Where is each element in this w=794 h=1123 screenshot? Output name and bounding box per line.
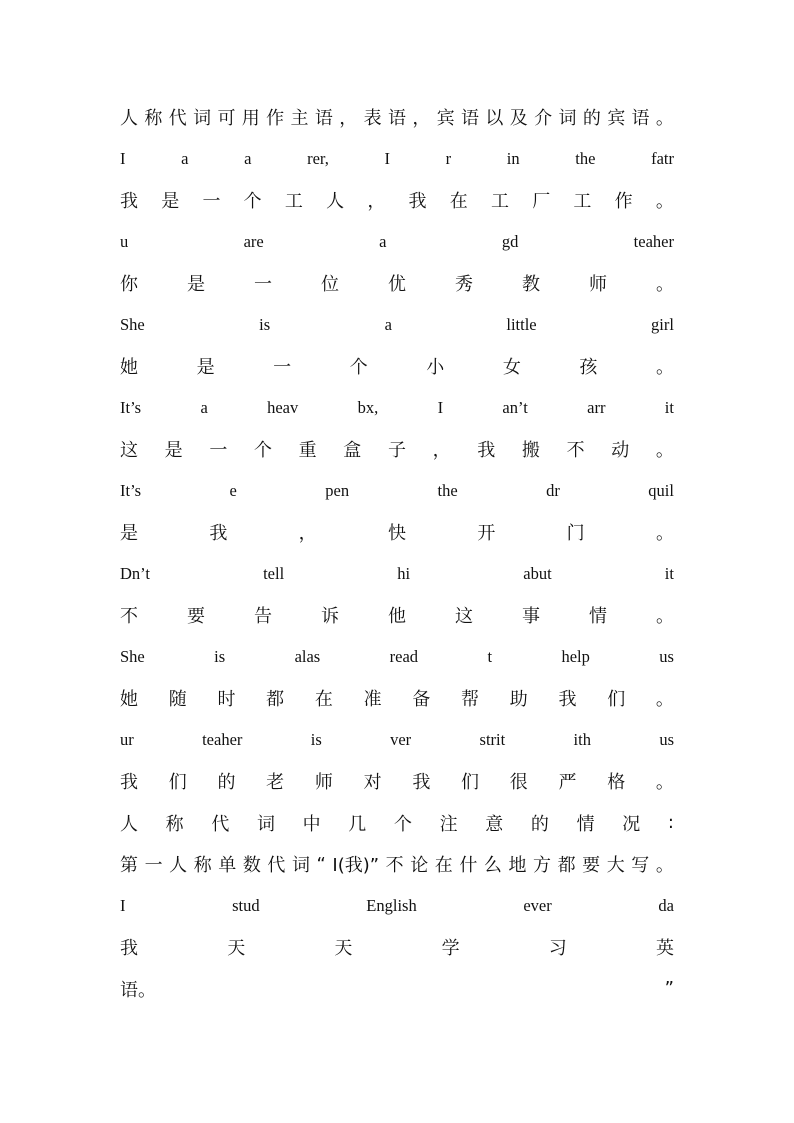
word: it xyxy=(664,397,674,417)
text-line xyxy=(120,768,674,794)
text-line xyxy=(120,229,674,255)
word: 开 xyxy=(477,523,496,544)
word: 主 xyxy=(290,108,309,129)
word: quil xyxy=(648,480,674,500)
word: 。 xyxy=(655,440,674,461)
word: dr xyxy=(546,480,560,500)
word: 门 xyxy=(566,523,585,544)
word: I xyxy=(120,148,126,168)
text-line xyxy=(120,893,674,919)
word: alas xyxy=(294,646,321,666)
word: 地 xyxy=(508,855,527,876)
word: 的 xyxy=(582,108,601,129)
word: a xyxy=(200,397,208,417)
word: 第 xyxy=(120,855,138,876)
word: 个 xyxy=(253,440,272,461)
word: 一 xyxy=(209,440,228,461)
word: 习 xyxy=(548,938,567,959)
word: 不 xyxy=(385,855,404,876)
word: 。 xyxy=(655,357,674,378)
text-line xyxy=(120,146,674,172)
word: 介 xyxy=(534,108,553,129)
word: 对 xyxy=(363,772,382,793)
word: 词 xyxy=(558,108,577,129)
word: I(我)” xyxy=(332,855,380,876)
word: 一 xyxy=(254,274,272,295)
word: 师 xyxy=(314,772,333,793)
word: ， xyxy=(298,523,317,544)
word: 我 xyxy=(412,772,431,793)
word: 人 xyxy=(169,855,188,876)
word: 我 xyxy=(209,523,228,544)
word: in xyxy=(506,148,520,168)
word: 这 xyxy=(455,606,473,627)
word: I xyxy=(120,895,126,915)
word: It’s xyxy=(120,397,142,417)
word: us xyxy=(659,729,674,749)
text-line xyxy=(120,104,674,130)
word: 大 xyxy=(606,855,625,876)
word: 都 xyxy=(557,855,576,876)
word: English xyxy=(366,895,417,915)
word: 用 xyxy=(241,108,260,129)
word: 工 xyxy=(284,191,303,212)
word: 语 xyxy=(314,108,333,129)
word: 中 xyxy=(302,813,321,835)
word: 什 xyxy=(459,855,478,876)
word: gd xyxy=(501,231,519,251)
word: ver xyxy=(390,729,412,749)
word: girl xyxy=(651,314,674,334)
word: 人 xyxy=(326,191,345,212)
word: 。 xyxy=(655,523,674,544)
text-line xyxy=(120,602,674,628)
word: 是 xyxy=(120,523,138,544)
word: 情 xyxy=(576,813,595,835)
text-line xyxy=(120,395,674,421)
text-line xyxy=(120,685,674,711)
word: 女 xyxy=(502,357,521,378)
word: 们 xyxy=(607,689,626,710)
word: 位 xyxy=(321,274,339,295)
word: ， xyxy=(339,108,358,129)
text-line xyxy=(120,727,674,753)
text-line xyxy=(120,810,674,836)
word: heav xyxy=(267,397,299,417)
word: 。 xyxy=(655,855,674,876)
word: 动 xyxy=(611,440,630,461)
word: 代 xyxy=(168,108,187,129)
word: 事 xyxy=(522,606,540,627)
word: 助 xyxy=(509,689,528,710)
word: fatr xyxy=(651,148,674,168)
word: 工 xyxy=(573,191,592,212)
word: 及 xyxy=(509,108,528,129)
word: 语 xyxy=(387,108,406,129)
text-line xyxy=(120,312,674,338)
word: 她 xyxy=(120,357,138,378)
text-line xyxy=(120,976,674,1002)
word: 一 xyxy=(202,191,221,212)
word: 语 xyxy=(631,108,650,129)
word: ” xyxy=(664,978,674,999)
word: 称 xyxy=(193,855,212,876)
text-line xyxy=(120,934,674,960)
word: 盒 xyxy=(343,440,362,461)
word: 。 xyxy=(655,689,674,710)
word: 的 xyxy=(217,772,236,793)
word: 。 xyxy=(655,772,674,793)
word: ith xyxy=(573,729,591,749)
word: ， xyxy=(367,191,386,212)
word: 帮 xyxy=(461,689,480,710)
word: 天 xyxy=(334,938,353,959)
word: 语。 xyxy=(120,979,156,1001)
word: 我 xyxy=(120,191,138,212)
word: 厂 xyxy=(532,191,551,212)
word: 个 xyxy=(349,357,368,378)
word: It’s xyxy=(120,480,142,500)
word: strit xyxy=(479,729,506,749)
word: 一 xyxy=(273,357,292,378)
word: 在 xyxy=(449,191,468,212)
word: a xyxy=(181,148,189,168)
word: 诉 xyxy=(321,606,339,627)
word: rer, xyxy=(307,148,329,168)
text-line xyxy=(120,519,674,545)
word: little xyxy=(506,314,537,334)
word: I xyxy=(437,397,444,417)
word: 的 xyxy=(530,813,549,835)
word: She xyxy=(120,646,145,666)
word: 么 xyxy=(483,855,502,876)
word: She xyxy=(120,314,145,334)
word: 词 xyxy=(256,813,275,835)
word: pen xyxy=(325,480,350,500)
word: 格 xyxy=(607,772,626,793)
word: are xyxy=(243,231,264,251)
word: : xyxy=(667,812,674,833)
word: is xyxy=(310,729,322,749)
word: Dn’t xyxy=(120,563,150,583)
word: 们 xyxy=(461,772,480,793)
word: da xyxy=(658,895,674,915)
word: 称 xyxy=(144,108,163,129)
word: 准 xyxy=(363,689,382,710)
word: 师 xyxy=(589,274,607,295)
word: 老 xyxy=(266,772,285,793)
word: 要 xyxy=(582,855,601,876)
word: 在 xyxy=(314,689,333,710)
word: 工 xyxy=(490,191,509,212)
word: an’t xyxy=(502,397,528,417)
word: a xyxy=(379,231,387,251)
word: 情 xyxy=(589,606,607,627)
word: 都 xyxy=(266,689,285,710)
word: abut xyxy=(523,563,552,583)
word: 作 xyxy=(266,108,285,129)
word: 以 xyxy=(485,108,504,129)
word: teaher xyxy=(633,231,674,251)
word: 子 xyxy=(387,440,406,461)
word: 单 xyxy=(218,855,237,876)
word: is xyxy=(214,646,226,666)
text-line xyxy=(120,270,674,296)
word: 快 xyxy=(387,523,406,544)
text-line xyxy=(120,851,674,877)
word: 论 xyxy=(410,855,429,876)
word: 我 xyxy=(558,689,577,710)
word: 随 xyxy=(168,689,187,710)
word: 是 xyxy=(196,357,215,378)
word: 意 xyxy=(485,813,504,835)
word: 告 xyxy=(254,606,272,627)
word: is xyxy=(259,314,271,334)
word: 。 xyxy=(655,108,674,129)
word: 是 xyxy=(161,191,180,212)
word: 注 xyxy=(439,813,458,835)
word: 代 xyxy=(211,813,230,835)
word: 天 xyxy=(227,938,246,959)
word: arr xyxy=(587,397,606,417)
text-line xyxy=(120,436,674,462)
word: 我 xyxy=(120,772,138,793)
word: I xyxy=(384,148,390,168)
word: 们 xyxy=(168,772,187,793)
word: 称 xyxy=(165,813,184,835)
word: a xyxy=(244,148,252,168)
word: 宾 xyxy=(607,108,626,129)
word: 英 xyxy=(655,938,674,959)
word: 。 xyxy=(656,274,674,295)
word: 我 xyxy=(408,191,427,212)
word: 她 xyxy=(120,689,138,710)
word: 在 xyxy=(434,855,453,876)
word: 不 xyxy=(120,606,138,627)
word: 是 xyxy=(187,274,205,295)
word: it xyxy=(664,563,674,583)
word: 词 xyxy=(291,855,310,876)
word: 写 xyxy=(631,855,650,876)
word: 不 xyxy=(566,440,585,461)
word: 方 xyxy=(533,855,552,876)
word: 我 xyxy=(477,440,496,461)
word: 你 xyxy=(120,274,138,295)
word: 他 xyxy=(388,606,406,627)
word: a xyxy=(384,314,392,334)
word: “ xyxy=(316,853,326,875)
word: r xyxy=(445,148,452,168)
word: 一 xyxy=(144,855,163,876)
word: 秀 xyxy=(455,274,473,295)
word: 孩 xyxy=(579,357,598,378)
word: 语 xyxy=(461,108,480,129)
word: u xyxy=(120,231,129,251)
word: 作 xyxy=(614,191,633,212)
word: 这 xyxy=(120,440,138,461)
word: 严 xyxy=(558,772,577,793)
word: 代 xyxy=(267,855,286,876)
word: 是 xyxy=(164,440,183,461)
word: ， xyxy=(432,440,451,461)
word: 。 xyxy=(655,191,674,212)
word: the xyxy=(437,480,458,500)
text-line xyxy=(120,353,674,379)
word: 宾 xyxy=(436,108,455,129)
word: 很 xyxy=(509,772,528,793)
word: teaher xyxy=(202,729,243,749)
word: 小 xyxy=(426,357,445,378)
word: 学 xyxy=(441,938,460,959)
word: 我 xyxy=(120,938,138,959)
word: 人 xyxy=(120,108,138,129)
word: us xyxy=(659,646,674,666)
word: bx, xyxy=(357,397,379,417)
word: 况 xyxy=(622,813,641,835)
word: help xyxy=(561,646,590,666)
word: 个 xyxy=(393,813,412,835)
word: 人 xyxy=(120,813,138,835)
word: 。 xyxy=(656,606,674,627)
word: 备 xyxy=(412,689,431,710)
word: e xyxy=(229,480,237,500)
text-line xyxy=(120,187,674,213)
word: ur xyxy=(120,729,134,749)
word: 个 xyxy=(243,191,262,212)
word: 教 xyxy=(522,274,540,295)
word: t xyxy=(487,646,493,666)
word: ， xyxy=(412,108,431,129)
word: read xyxy=(389,646,419,666)
text-line xyxy=(120,478,674,504)
word: 数 xyxy=(242,855,261,876)
word: 词 xyxy=(193,108,212,129)
word: 表 xyxy=(363,108,382,129)
word: tell xyxy=(263,563,285,583)
word: hi xyxy=(397,563,411,583)
word: 几 xyxy=(348,813,367,835)
word: stud xyxy=(232,895,260,915)
word: 可 xyxy=(217,108,236,129)
word: 时 xyxy=(217,689,236,710)
word: 优 xyxy=(388,274,406,295)
text-line xyxy=(120,644,674,670)
word: 要 xyxy=(187,606,205,627)
text-line xyxy=(120,561,674,587)
word: ever xyxy=(523,895,552,915)
word: 搬 xyxy=(521,440,540,461)
word: the xyxy=(575,148,596,168)
word: 重 xyxy=(298,440,317,461)
